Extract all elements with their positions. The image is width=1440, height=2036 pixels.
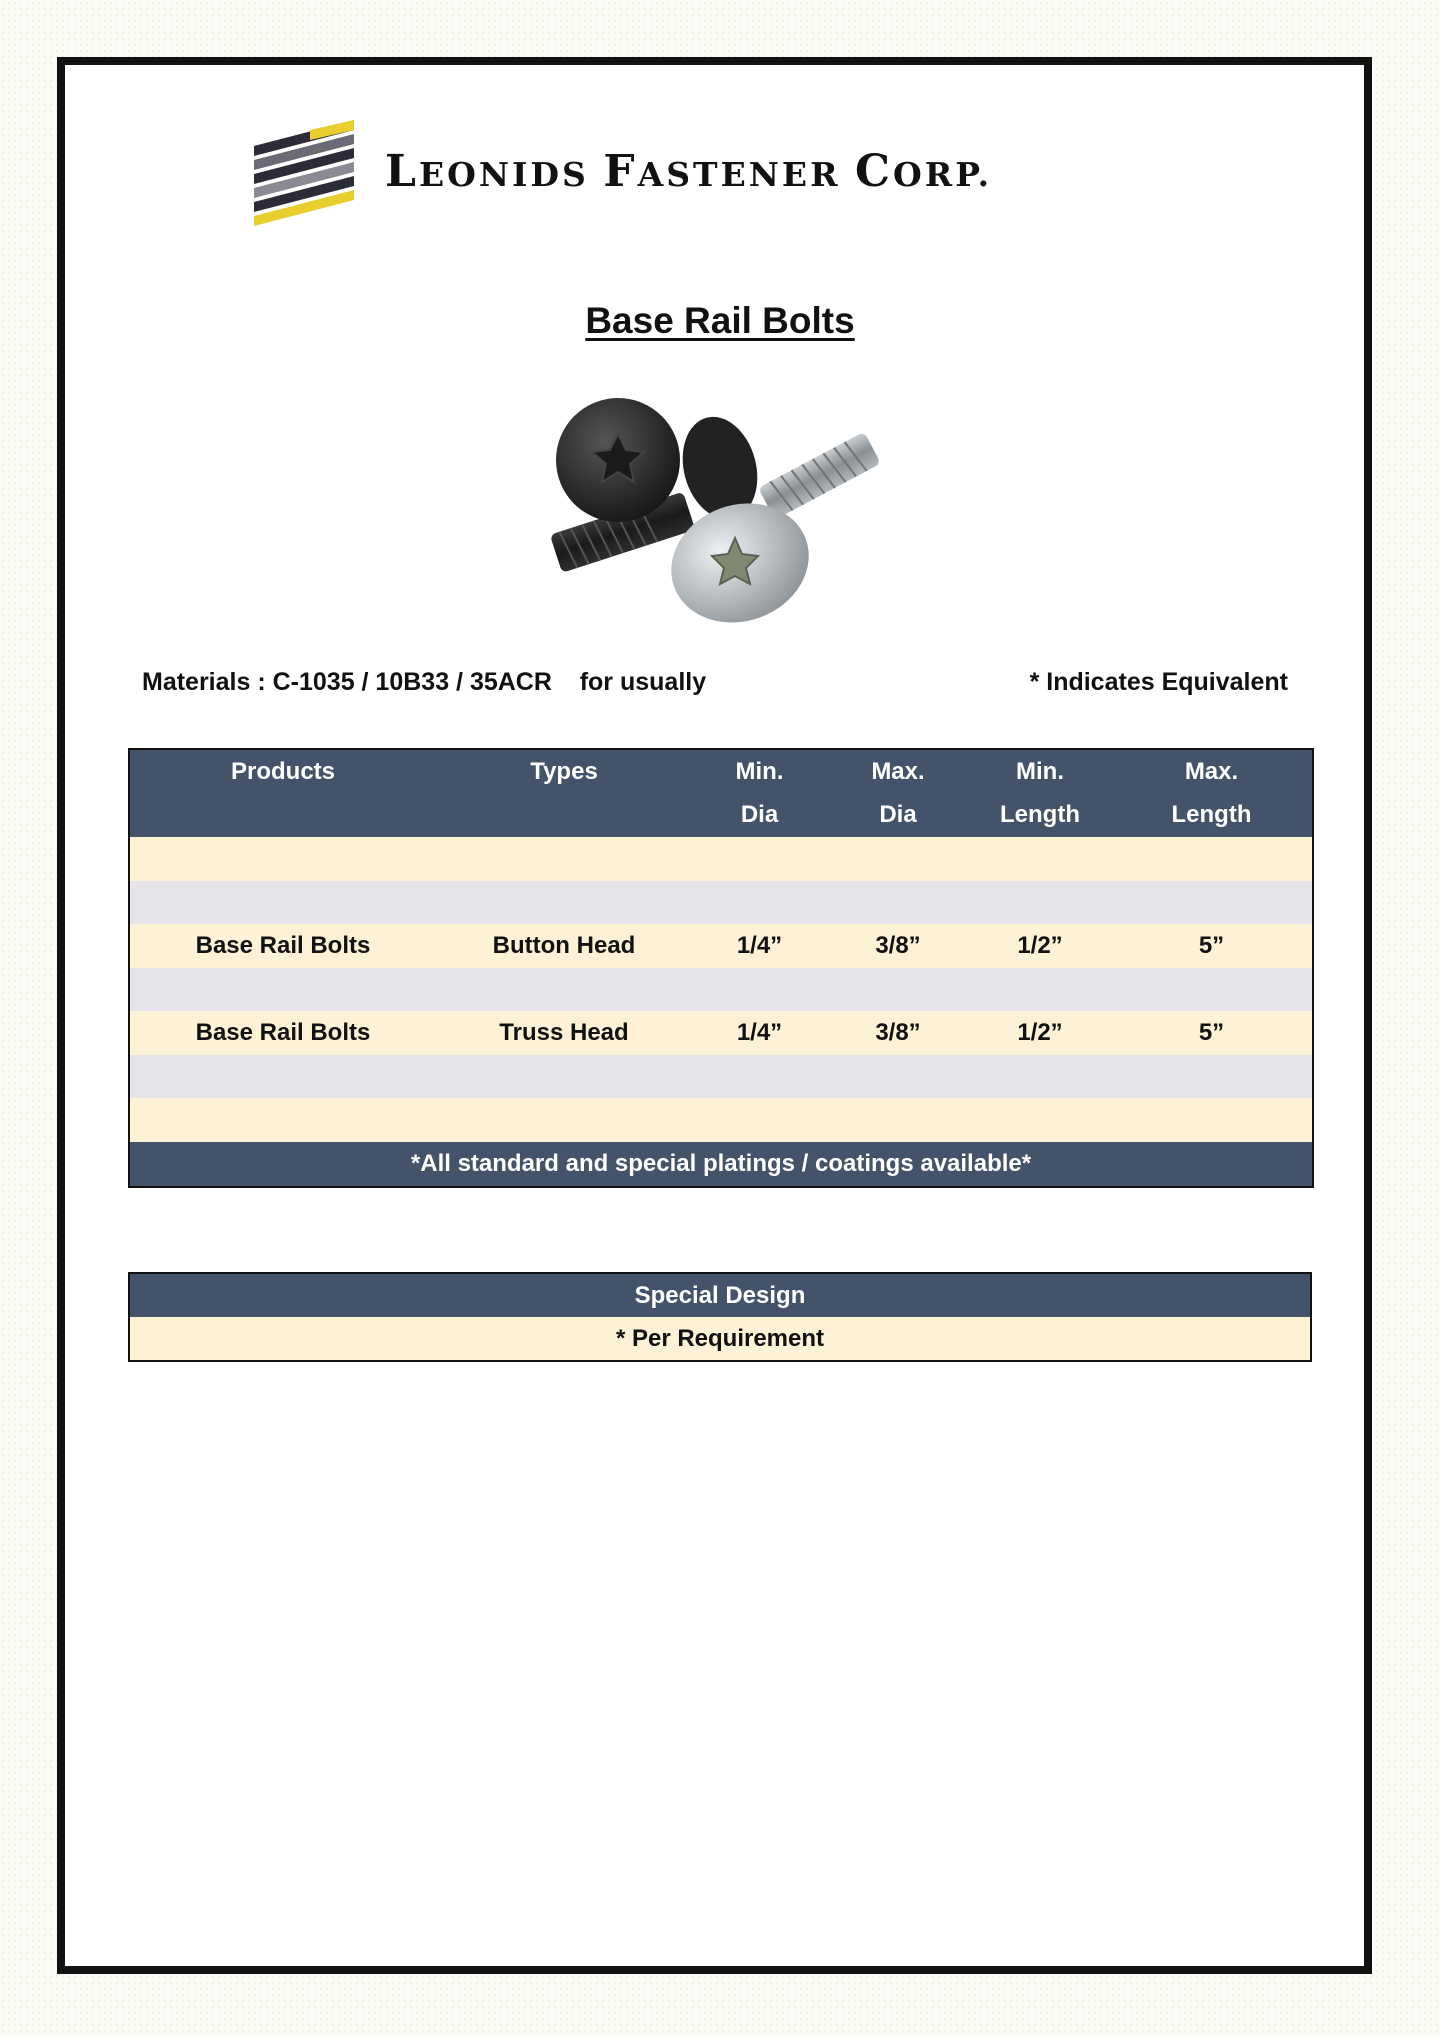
- col-header-products: Products: [129, 749, 436, 794]
- table-row: [129, 881, 1313, 925]
- table-row: [129, 1317, 1311, 1361]
- table-cell: [827, 881, 969, 925]
- col-header-min-dia-1: Min.: [692, 749, 827, 794]
- special-design-header: Special Design: [129, 1273, 1311, 1317]
- platings-note: *All standard and special platings / coatings available*: [129, 1142, 1313, 1187]
- type-cell: Button Head: [436, 924, 692, 968]
- max-dia-cell: 3/8”: [827, 924, 969, 968]
- table-cell: [969, 881, 1111, 925]
- page-title: Base Rail Bolts: [585, 300, 855, 341]
- table-cell: [436, 837, 692, 881]
- min-dia-cell: 1/4”: [692, 924, 827, 968]
- table-footer-row: [129, 1142, 1313, 1187]
- table-cell: [692, 1055, 827, 1099]
- table-cell: [436, 1098, 692, 1142]
- table-cell: [692, 837, 827, 881]
- special-design-table: [128, 1272, 1312, 1362]
- table-cell: [1111, 837, 1313, 881]
- equivalent-note: * Indicates Equivalent: [1029, 668, 1288, 696]
- table-cell: [1111, 1098, 1313, 1142]
- col-header-types: Types: [436, 749, 692, 794]
- min-length-cell: 1/2”: [969, 924, 1111, 968]
- table-cell: [129, 881, 436, 925]
- table-cell: [692, 968, 827, 1012]
- table-cell: [129, 837, 436, 881]
- bolts-photo-icon: [540, 388, 900, 638]
- col-header-max-dia-2: Dia: [827, 794, 969, 838]
- table-cell: [436, 1055, 692, 1099]
- table-row: [129, 924, 1313, 968]
- table-row: [129, 1273, 1311, 1317]
- col-header-types-2: [436, 794, 692, 838]
- table-cell: [1111, 881, 1313, 925]
- max-length-cell: 5”: [1111, 1011, 1313, 1055]
- min-dia-cell: 1/4”: [692, 1011, 827, 1055]
- max-dia-cell: 3/8”: [827, 1011, 969, 1055]
- company-logo: [250, 118, 1200, 236]
- materials-text: Materials : C-1035 / 10B33 / 35ACR for usually: [142, 668, 707, 696]
- special-design-value: * Per Requirement: [129, 1317, 1311, 1361]
- table-cell: [129, 968, 436, 1012]
- col-header-min-dia-2: Dia: [692, 794, 827, 838]
- company-name: LEONIDS FASTENER CORP.: [385, 146, 993, 197]
- table-cell: [692, 881, 827, 925]
- table-cell: [969, 837, 1111, 881]
- col-header-min-length-2: Length: [969, 794, 1111, 838]
- col-header-max-length-2: Length: [1111, 794, 1313, 838]
- table-row: [129, 1011, 1313, 1055]
- table-cell: [1111, 968, 1313, 1012]
- table-row: [129, 1055, 1313, 1099]
- table-row: [129, 1098, 1313, 1142]
- col-header-min-length-1: Min.: [969, 749, 1111, 794]
- table-cell: [129, 1055, 436, 1099]
- table-cell: [969, 968, 1111, 1012]
- table-cell: [129, 1098, 436, 1142]
- col-header-max-dia-1: Max.: [827, 749, 969, 794]
- table-cell: [969, 1098, 1111, 1142]
- min-length-cell: 1/2”: [969, 1011, 1111, 1055]
- bolts-photo: [540, 388, 900, 643]
- table-cell: [827, 1098, 969, 1142]
- spec-table-header: [129, 749, 1313, 837]
- table-cell: [827, 968, 969, 1012]
- type-cell: Truss Head: [436, 1011, 692, 1055]
- table-cell: [827, 1055, 969, 1099]
- table-row: [129, 837, 1313, 881]
- table-cell: [827, 837, 969, 881]
- table-cell: [436, 881, 692, 925]
- table-cell: [969, 1055, 1111, 1099]
- table-cell: [436, 968, 692, 1012]
- striped-fastener-logo-icon: [250, 118, 360, 234]
- table-cell: [1111, 1055, 1313, 1099]
- max-length-cell: 5”: [1111, 924, 1313, 968]
- product-cell: Base Rail Bolts: [129, 924, 436, 968]
- col-header-max-length-1: Max.: [1111, 749, 1313, 794]
- spec-table: [128, 748, 1314, 1188]
- col-header-products-2: [129, 794, 436, 838]
- product-cell: Base Rail Bolts: [129, 1011, 436, 1055]
- table-cell: [692, 1098, 827, 1142]
- table-row: [129, 968, 1313, 1012]
